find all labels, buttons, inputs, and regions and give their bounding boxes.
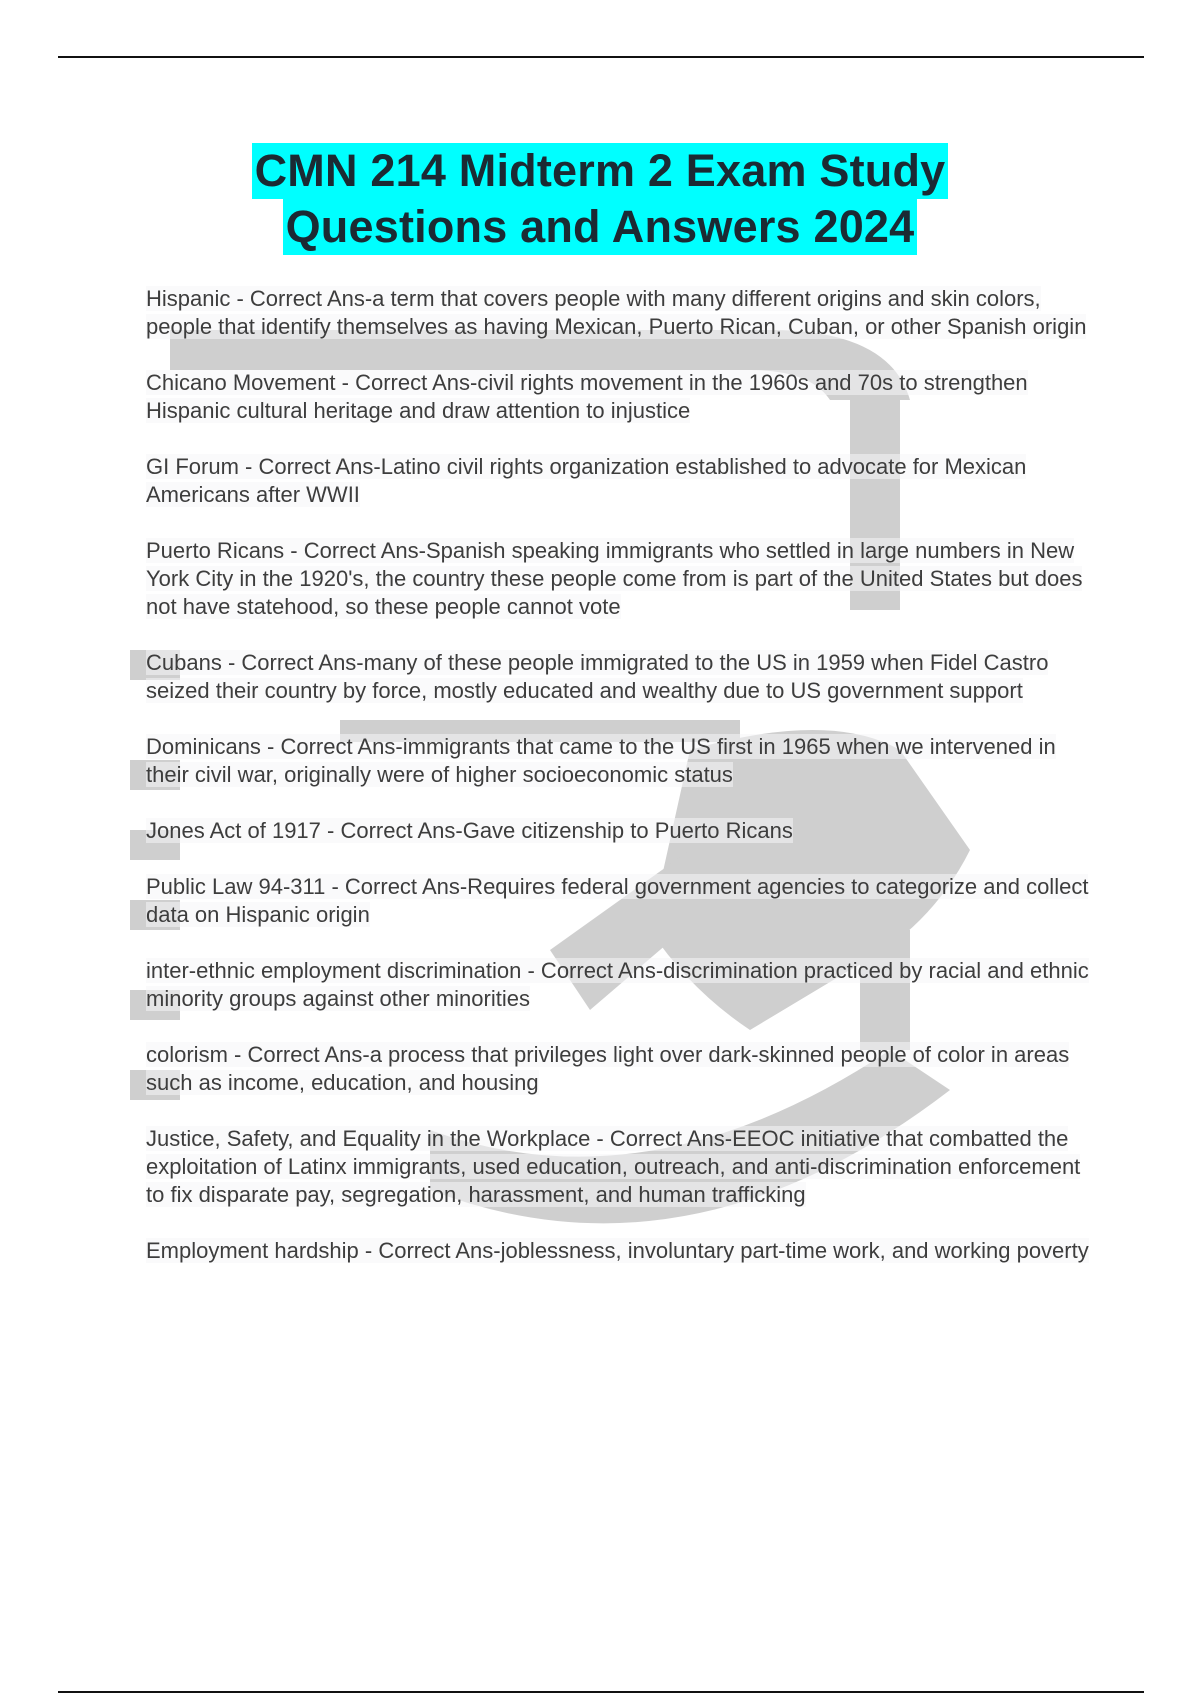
title-line-1: CMN 214 Midterm 2 Exam Study: [252, 143, 949, 199]
qa-item-gi-forum: [146, 453, 1096, 509]
qa-text: Dominicans - Correct Ans-immigrants that came to the US first in 1965 when we intervened in their civil war, originally were of higher socioeconomic status: [146, 734, 1056, 787]
qa-text: Justice, Safety, and Equality in the Workplace - Correct Ans-EEOC initiative that combatted the exploitation of Latinx immigrants, used education, outreach, and anti-discrimination enforcement to fix disparate pay, segregation, harassment, and human trafficking: [146, 1126, 1081, 1207]
qa-item-chicano-movement: [146, 369, 1096, 425]
title-line-2: Questions and Answers 2024: [283, 199, 918, 255]
qa-item-colorism: [146, 1041, 1096, 1097]
qa-item-justice-safety: [146, 1125, 1096, 1209]
qa-item-employment-hardship: [146, 1237, 1096, 1265]
qa-item-jones-act: [146, 817, 1096, 845]
top-rule: [58, 56, 1144, 58]
qa-item-cubans: [146, 649, 1096, 705]
qa-text: inter-ethnic employment discrimination - Correct Ans-discrimination practiced by racial and ethnic minority groups against other minorities: [146, 958, 1089, 1011]
bottom-rule: [58, 1691, 1144, 1693]
document-title: [0, 143, 1200, 255]
qa-text: Public Law 94-311 - Correct Ans-Requires federal government agencies to categorize and collect data on Hispanic origin: [146, 874, 1089, 927]
qa-text: GI Forum - Correct Ans-Latino civil rights organization established to advocate for Mexican Americans after WWII: [146, 454, 1027, 507]
qa-text: Hispanic - Correct Ans-a term that covers people with many different origins and skin colors, people that identify themselves as having Mexican, Puerto Rican, Cuban, or other Spanish origin: [146, 286, 1087, 339]
qa-text: Cubans - Correct Ans-many of these people immigrated to the US in 1959 when Fidel Castro seized their country by force, mostly educated and wealthy due to US government support: [146, 650, 1049, 703]
qa-item-public-law: [146, 873, 1096, 929]
qa-text: Puerto Ricans - Correct Ans-Spanish speaking immigrants who settled in large numbers in New York City in the 1920's, the country these people come from is part of the United States but does not have statehood, so these people cannot vote: [146, 538, 1083, 619]
qa-item-puerto-ricans: [146, 537, 1096, 621]
qa-item-inter-ethnic: [146, 957, 1096, 1013]
qa-list: [146, 285, 1096, 1293]
qa-text: colorism - Correct Ans-a process that privileges light over dark-skinned people of color in areas such as income, education, and housing: [146, 1042, 1070, 1095]
qa-item-dominicans: [146, 733, 1096, 789]
qa-text: Jones Act of 1917 - Correct Ans-Gave citizenship to Puerto Ricans: [146, 818, 793, 843]
qa-text: Employment hardship - Correct Ans-joblessness, involuntary part-time work, and working poverty: [146, 1238, 1089, 1263]
qa-item-hispanic: [146, 285, 1096, 341]
qa-text: Chicano Movement - Correct Ans-civil rights movement in the 1960s and 70s to strengthen Hispanic cultural heritage and draw attention to injustice: [146, 370, 1028, 423]
